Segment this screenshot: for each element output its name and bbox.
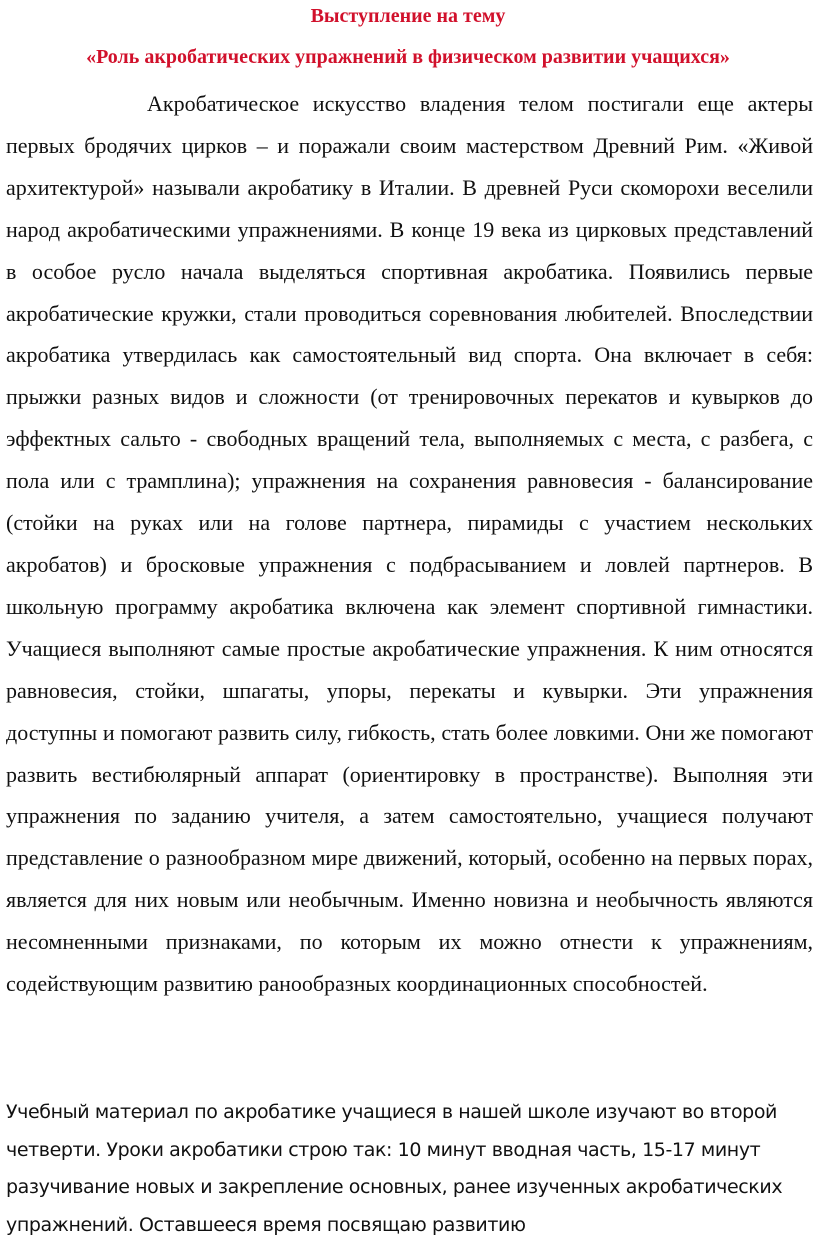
- body-paragraph-2: Учебный материал по акробатике учащиеся в нашей школе изучают во второй четверти. Уроки акробатики строю так: 10 минут вводная часть, 15-17 минут разучивание новых и закрепление основных, ранее изученных акробатических упражнений. Оставшееся время посвящаю развитию: [6, 1101, 783, 1236]
- document-title-line-1: Выступление на тему: [310, 5, 506, 27]
- document-title-line-2: «Роль акробатических упражнений в физическом развитии учащихся»: [86, 46, 730, 68]
- body-paragraph-1: Акробатическое искусство владения телом постигали еще актеры первых бродячих цирков – и поражали своим мастерством Древний Рим. «Живой архитектурой» называли акробатику в Италии. В древней Руси скоморохи веселили народ акробатическими упражнениями. В конце 19 века из цирковых представлений в особое русло начала выделяться спортивная акробатика. Появились первые акробатические кружки, стали проводиться соревнования любителей. Впоследствии акробатика утвердилась как самостоятельный вид спорта. Она включает в себя: прыжки разных видов и сложности (от тренировочных перекатов и кувырков до эффектных сальто - свободных вращений тела, выполняемых с места, с разбега, с пола или с трамплина); упражнения на сохранения равновесия - балансирование (стойки на руках или на голове партнера, пирамиды с участием нескольких акробатов) и бросковые упражнения с подбрасыванием и ловлей партнеров. В школьную программу акробатика включена как элемент спортивной гимнастики. Учащиеся выполняют самые простые акробатические упражнения. К ним относятся равновесия, стойки, шпагаты, упоры, перекаты и кувырки. Эти упражнения доступны и помогают развить силу, гибкость, стать более ловкими. Они же помогают развить вестибюлярный аппарат (ориентировку в пространстве). Выполняя эти упражнения по заданию учителя, а затем самостоятельно, учащиеся получают представление о разнообразном мире движений, который, особенно на первых порах, является для них новым или необычным. Именно новизна и необычность являются несомненными признаками, по которым их можно отнести к упражнениям, содействующим развитию ранообразных координационных способностей.: [6, 91, 813, 997]
